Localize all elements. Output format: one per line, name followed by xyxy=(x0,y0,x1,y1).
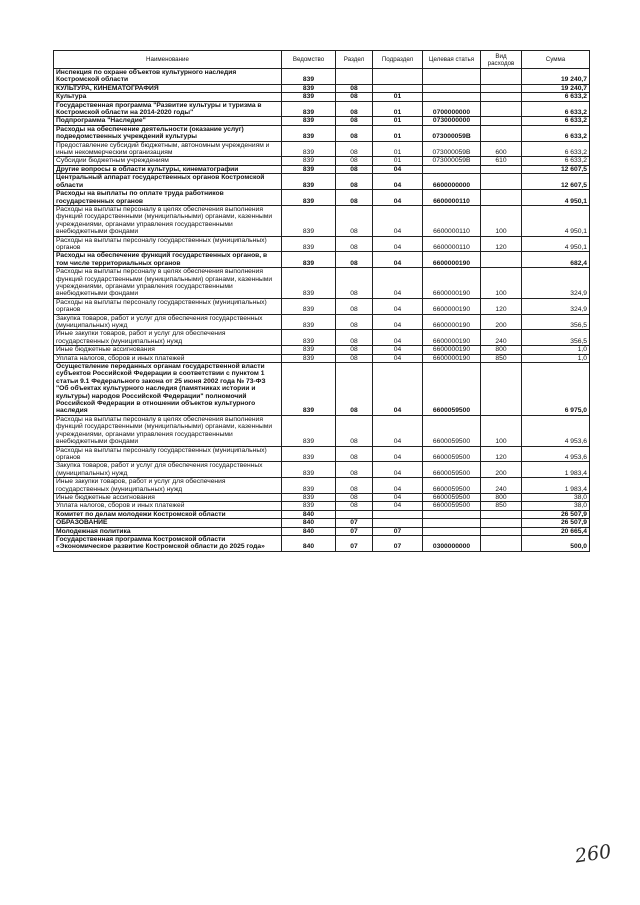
cell-dept: 839 xyxy=(282,502,336,510)
cell-section: 08 xyxy=(336,493,373,501)
cell-section: 08 xyxy=(336,314,373,330)
cell-target xyxy=(423,93,481,101)
header-sum: Сумма xyxy=(522,51,590,69)
cell-section: 08 xyxy=(336,117,373,125)
cell-target: 6600000110 xyxy=(423,190,481,206)
cell-sum: 1 983,4 xyxy=(522,462,590,478)
cell-subsection: 04 xyxy=(373,330,423,346)
cell-section: 08 xyxy=(336,205,373,236)
cell-target: 6600059500 xyxy=(423,415,481,446)
cell-target: 0730000000 xyxy=(423,117,481,125)
table-row xyxy=(54,252,590,268)
cell-dept: 839 xyxy=(282,493,336,501)
cell-section: 08 xyxy=(336,446,373,462)
table-row xyxy=(54,101,590,117)
cell-exp-type: 800 xyxy=(481,346,522,354)
cell-section: 08 xyxy=(336,125,373,141)
cell-section xyxy=(336,510,373,518)
cell-dept: 839 xyxy=(282,205,336,236)
cell-exp-type: 100 xyxy=(481,268,522,299)
cell-dept: 839 xyxy=(282,174,336,190)
cell-subsection: 04 xyxy=(373,314,423,330)
cell-dept: 840 xyxy=(282,519,336,527)
cell-dept: 840 xyxy=(282,510,336,518)
cell-sum: 500,0 xyxy=(522,535,590,551)
table-row xyxy=(54,236,590,252)
cell-target xyxy=(423,84,481,92)
cell-subsection: 04 xyxy=(373,205,423,236)
table-row xyxy=(54,346,590,354)
table-row xyxy=(54,190,590,206)
cell-subsection: 04 xyxy=(373,268,423,299)
cell-name: Расходы на выплаты персоналу государственных (муниципальных) органов xyxy=(54,236,282,252)
cell-sum: 682,4 xyxy=(522,252,590,268)
cell-dept: 839 xyxy=(282,478,336,494)
cell-section: 08 xyxy=(336,346,373,354)
cell-dept: 839 xyxy=(282,117,336,125)
cell-name: Подпрограмма "Наследие" xyxy=(54,117,282,125)
cell-exp-type xyxy=(481,93,522,101)
cell-name: Иные бюджетные ассигнования xyxy=(54,493,282,501)
cell-target xyxy=(423,527,481,535)
cell-subsection: 04 xyxy=(373,165,423,173)
cell-subsection: 04 xyxy=(373,252,423,268)
cell-exp-type: 200 xyxy=(481,462,522,478)
page-number: 260 xyxy=(573,840,613,868)
table-row xyxy=(54,93,590,101)
cell-name: ОБРАЗОВАНИЕ xyxy=(54,519,282,527)
table-row xyxy=(54,462,590,478)
cell-sum: 1,0 xyxy=(522,346,590,354)
cell-name: Центральный аппарат государственных органов Костромской области xyxy=(54,174,282,190)
cell-target: 0700000000 xyxy=(423,101,481,117)
table-row xyxy=(54,314,590,330)
cell-subsection: 01 xyxy=(373,125,423,141)
cell-sum: 6 633,2 xyxy=(522,141,590,157)
cell-exp-type: 600 xyxy=(481,141,522,157)
cell-exp-type: 850 xyxy=(481,354,522,362)
cell-dept: 839 xyxy=(282,141,336,157)
cell-name: Уплата налогов, сборов и иных платежей xyxy=(54,502,282,510)
cell-dept: 839 xyxy=(282,346,336,354)
cell-target: 6600059500 xyxy=(423,363,481,416)
cell-name: Культура xyxy=(54,93,282,101)
cell-sum: 6 633,2 xyxy=(522,117,590,125)
cell-dept: 839 xyxy=(282,165,336,173)
cell-section: 08 xyxy=(336,478,373,494)
cell-section: 08 xyxy=(336,141,373,157)
cell-name: Расходы на обеспечение деятельности (оказание услуг) подведомственных учреждений культуры xyxy=(54,125,282,141)
cell-name: Расходы на выплаты персоналу в целях обеспечения выполнения функций государственными (муниципальными) органами, казенными учреждениями, органами управления государственными внебюджетными фондами xyxy=(54,268,282,299)
cell-exp-type: 850 xyxy=(481,502,522,510)
table-row xyxy=(54,157,590,165)
table-row xyxy=(54,330,590,346)
cell-exp-type xyxy=(481,252,522,268)
cell-target xyxy=(423,165,481,173)
cell-section: 08 xyxy=(336,268,373,299)
table-header-row xyxy=(54,51,590,69)
cell-dept: 839 xyxy=(282,157,336,165)
cell-subsection: 04 xyxy=(373,236,423,252)
cell-subsection: 04 xyxy=(373,462,423,478)
header-section: Раздел xyxy=(336,51,373,69)
cell-sum: 6 633,2 xyxy=(522,101,590,117)
cell-section: 08 xyxy=(336,190,373,206)
cell-name: Расходы на выплаты по оплате труда работников государственных органов xyxy=(54,190,282,206)
cell-exp-type: 100 xyxy=(481,415,522,446)
cell-sum: 324,9 xyxy=(522,298,590,314)
cell-exp-type xyxy=(481,125,522,141)
table-row xyxy=(54,415,590,446)
cell-target: 073000059В xyxy=(423,141,481,157)
cell-sum: 6 975,0 xyxy=(522,363,590,416)
cell-subsection: 01 xyxy=(373,93,423,101)
cell-name: Предоставление субсидий бюджетным, автономным учреждениям и иным некоммерческим организациям xyxy=(54,141,282,157)
cell-sum: 19 240,7 xyxy=(522,69,590,85)
cell-exp-type: 200 xyxy=(481,314,522,330)
cell-sum: 324,9 xyxy=(522,268,590,299)
cell-target: 6600000110 xyxy=(423,205,481,236)
cell-target: 6600059500 xyxy=(423,478,481,494)
cell-subsection xyxy=(373,510,423,518)
cell-section: 08 xyxy=(336,165,373,173)
cell-name: Расходы на выплаты персоналу государственных (муниципальных) органов xyxy=(54,446,282,462)
cell-dept: 839 xyxy=(282,415,336,446)
table-row xyxy=(54,363,590,416)
cell-target: 6600000110 xyxy=(423,236,481,252)
table-row xyxy=(54,141,590,157)
cell-subsection: 04 xyxy=(373,478,423,494)
cell-target: 6600000190 xyxy=(423,252,481,268)
cell-target: 6600000190 xyxy=(423,314,481,330)
cell-dept: 839 xyxy=(282,330,336,346)
cell-subsection: 04 xyxy=(373,415,423,446)
header-dept: Ведомство xyxy=(282,51,336,69)
cell-subsection: 04 xyxy=(373,298,423,314)
cell-exp-type xyxy=(481,535,522,551)
cell-name: Субсидии бюджетным учреждениям xyxy=(54,157,282,165)
table-row xyxy=(54,478,590,494)
cell-section: 07 xyxy=(336,527,373,535)
cell-section: 08 xyxy=(336,462,373,478)
cell-sum: 4 950,1 xyxy=(522,205,590,236)
cell-target: 6600000190 xyxy=(423,268,481,299)
cell-exp-type: 120 xyxy=(481,298,522,314)
cell-subsection: 01 xyxy=(373,141,423,157)
cell-sum: 20 665,4 xyxy=(522,527,590,535)
table-row xyxy=(54,502,590,510)
cell-name: Молодежная политика xyxy=(54,527,282,535)
cell-subsection: 07 xyxy=(373,535,423,551)
cell-target: 6600059500 xyxy=(423,493,481,501)
table-row xyxy=(54,354,590,362)
cell-subsection: 04 xyxy=(373,363,423,416)
cell-dept: 839 xyxy=(282,354,336,362)
cell-subsection: 01 xyxy=(373,101,423,117)
cell-dept: 839 xyxy=(282,69,336,85)
cell-target: 6600000190 xyxy=(423,346,481,354)
cell-dept: 839 xyxy=(282,84,336,92)
cell-subsection: 01 xyxy=(373,157,423,165)
cell-sum: 38,0 xyxy=(522,493,590,501)
cell-dept: 839 xyxy=(282,190,336,206)
cell-sum: 1 983,4 xyxy=(522,478,590,494)
table-row xyxy=(54,493,590,501)
cell-section: 08 xyxy=(336,502,373,510)
cell-section: 08 xyxy=(336,101,373,117)
cell-section: 08 xyxy=(336,84,373,92)
cell-section: 08 xyxy=(336,330,373,346)
cell-section: 07 xyxy=(336,535,373,551)
cell-name: Другие вопросы в области культуры, кинематографии xyxy=(54,165,282,173)
cell-section: 08 xyxy=(336,363,373,416)
header-exp-type: Вид расходов xyxy=(481,51,522,69)
cell-subsection: 07 xyxy=(373,527,423,535)
cell-name: Иные закупки товаров, работ и услуг для обеспечения государственных (муниципальных) нужд xyxy=(54,478,282,494)
cell-exp-type xyxy=(481,84,522,92)
cell-name: Государственная программа "Развитие культуры и туризма в Костромской области на 2014-2020 годы" xyxy=(54,101,282,117)
cell-section: 08 xyxy=(336,252,373,268)
table-row xyxy=(54,519,590,527)
cell-section: 08 xyxy=(336,174,373,190)
table-row xyxy=(54,535,590,551)
cell-exp-type: 610 xyxy=(481,157,522,165)
cell-sum: 26 507,9 xyxy=(522,510,590,518)
cell-name: Расходы на выплаты персоналу в целях обеспечения выполнения функций государственными (муниципальными) органами, казенными учреждениями, органами управления государственными внебюджетными фондами xyxy=(54,205,282,236)
header-name: Наименование xyxy=(54,51,282,69)
cell-sum: 4 953,6 xyxy=(522,446,590,462)
cell-dept: 840 xyxy=(282,535,336,551)
cell-section: 07 xyxy=(336,519,373,527)
cell-sum: 6 633,2 xyxy=(522,125,590,141)
cell-exp-type: 240 xyxy=(481,330,522,346)
cell-subsection: 04 xyxy=(373,174,423,190)
cell-subsection: 04 xyxy=(373,446,423,462)
cell-exp-type: 240 xyxy=(481,478,522,494)
cell-name: КУЛЬТУРА, КИНЕМАТОГРАФИЯ xyxy=(54,84,282,92)
cell-sum: 19 240,7 xyxy=(522,84,590,92)
cell-subsection: 01 xyxy=(373,117,423,125)
cell-section xyxy=(336,69,373,85)
cell-target: 073000059В xyxy=(423,125,481,141)
table-row xyxy=(54,125,590,141)
cell-dept: 840 xyxy=(282,527,336,535)
cell-dept: 839 xyxy=(282,93,336,101)
cell-dept: 839 xyxy=(282,125,336,141)
cell-section: 08 xyxy=(336,354,373,362)
budget-table xyxy=(53,50,590,552)
cell-target: 6600000190 xyxy=(423,330,481,346)
cell-exp-type xyxy=(481,101,522,117)
cell-sum: 6 633,2 xyxy=(522,93,590,101)
cell-subsection: 04 xyxy=(373,354,423,362)
cell-dept: 839 xyxy=(282,314,336,330)
cell-name: Государственная программа Костромской области «Экономическое развитие Костромской области до 2025 года» xyxy=(54,535,282,551)
cell-exp-type: 100 xyxy=(481,205,522,236)
table-row xyxy=(54,165,590,173)
cell-target xyxy=(423,510,481,518)
cell-subsection: 04 xyxy=(373,493,423,501)
cell-target: 6600059500 xyxy=(423,462,481,478)
cell-name: Закупка товаров, работ и услуг для обеспечения государственных (муниципальных) нужд xyxy=(54,462,282,478)
cell-exp-type: 120 xyxy=(481,446,522,462)
cell-exp-type xyxy=(481,510,522,518)
cell-sum: 356,5 xyxy=(522,330,590,346)
cell-dept: 839 xyxy=(282,236,336,252)
cell-sum: 38,0 xyxy=(522,502,590,510)
cell-subsection xyxy=(373,519,423,527)
cell-target: 073000059В xyxy=(423,157,481,165)
table-row xyxy=(54,174,590,190)
cell-dept: 839 xyxy=(282,268,336,299)
table-row xyxy=(54,268,590,299)
cell-name: Закупка товаров, работ и услуг для обеспечения государственных (муниципальных) нужд xyxy=(54,314,282,330)
cell-target: 6600059500 xyxy=(423,502,481,510)
table-row xyxy=(54,527,590,535)
cell-dept: 839 xyxy=(282,363,336,416)
cell-target: 6600000000 xyxy=(423,174,481,190)
cell-name: Комитет по делам молодежи Костромской области xyxy=(54,510,282,518)
table-row xyxy=(54,84,590,92)
cell-name: Расходы на выплаты персоналу государственных (муниципальных) органов xyxy=(54,298,282,314)
header-target: Целевая статья xyxy=(423,51,481,69)
cell-name: Уплата налогов, сборов и иных платежей xyxy=(54,354,282,362)
cell-sum: 4 950,1 xyxy=(522,236,590,252)
cell-exp-type: 120 xyxy=(481,236,522,252)
cell-exp-type: 800 xyxy=(481,493,522,501)
cell-exp-type xyxy=(481,117,522,125)
cell-target: 6600059500 xyxy=(423,446,481,462)
table-row xyxy=(54,446,590,462)
cell-target: 6600000190 xyxy=(423,354,481,362)
cell-target: 0300000000 xyxy=(423,535,481,551)
cell-subsection xyxy=(373,84,423,92)
cell-sum: 4 953,6 xyxy=(522,415,590,446)
cell-dept: 839 xyxy=(282,252,336,268)
cell-section: 08 xyxy=(336,415,373,446)
cell-name: Расходы на выплаты персоналу в целях обеспечения выполнения функций государственными (муниципальными) органами, казенными учреждениями, органами управления государственными внебюджетными фондами xyxy=(54,415,282,446)
cell-subsection: 04 xyxy=(373,190,423,206)
cell-sum: 6 633,2 xyxy=(522,157,590,165)
table-row xyxy=(54,117,590,125)
cell-name: Осуществление переданных органам государственной власти субъектов Российской Федерации в соответствии с пунктом 1 статьи 9.1 Федерального закона от 25 июня 2002 года № 73-ФЗ "Об объектах культурного наследия (памятниках истории и культуры) народов Российской Федерации" полномочий Российской Федерации в отношении объектов культурного наследия xyxy=(54,363,282,416)
cell-sum: 12 607,5 xyxy=(522,165,590,173)
table-row xyxy=(54,205,590,236)
cell-name: Инспекция по охране объектов культурного наследия Костромской области xyxy=(54,69,282,85)
cell-target: 6600000190 xyxy=(423,298,481,314)
cell-name: Иные закупки товаров, работ и услуг для обеспечения государственных (муниципальных) нужд xyxy=(54,330,282,346)
cell-exp-type xyxy=(481,519,522,527)
cell-subsection: 04 xyxy=(373,346,423,354)
cell-section: 08 xyxy=(336,157,373,165)
cell-subsection xyxy=(373,69,423,85)
cell-section: 08 xyxy=(336,93,373,101)
cell-sum: 1,0 xyxy=(522,354,590,362)
cell-target xyxy=(423,69,481,85)
cell-exp-type xyxy=(481,527,522,535)
cell-exp-type xyxy=(481,174,522,190)
cell-dept: 839 xyxy=(282,446,336,462)
cell-sum: 12 607,5 xyxy=(522,174,590,190)
cell-name: Расходы на обеспечение функций государственных органов, в том числе территориальных органов xyxy=(54,252,282,268)
cell-exp-type xyxy=(481,69,522,85)
cell-dept: 839 xyxy=(282,101,336,117)
cell-exp-type xyxy=(481,363,522,416)
cell-exp-type xyxy=(481,165,522,173)
table-row xyxy=(54,510,590,518)
cell-target xyxy=(423,519,481,527)
cell-name: Иные бюджетные ассигнования xyxy=(54,346,282,354)
cell-sum: 26 507,9 xyxy=(522,519,590,527)
cell-exp-type xyxy=(481,190,522,206)
cell-sum: 356,5 xyxy=(522,314,590,330)
table-row xyxy=(54,298,590,314)
table-row xyxy=(54,69,590,85)
cell-dept: 839 xyxy=(282,462,336,478)
cell-subsection: 04 xyxy=(373,502,423,510)
cell-section: 08 xyxy=(336,298,373,314)
cell-dept: 839 xyxy=(282,298,336,314)
cell-section: 08 xyxy=(336,236,373,252)
cell-sum: 4 950,1 xyxy=(522,190,590,206)
header-subsection: Подраздел xyxy=(373,51,423,69)
